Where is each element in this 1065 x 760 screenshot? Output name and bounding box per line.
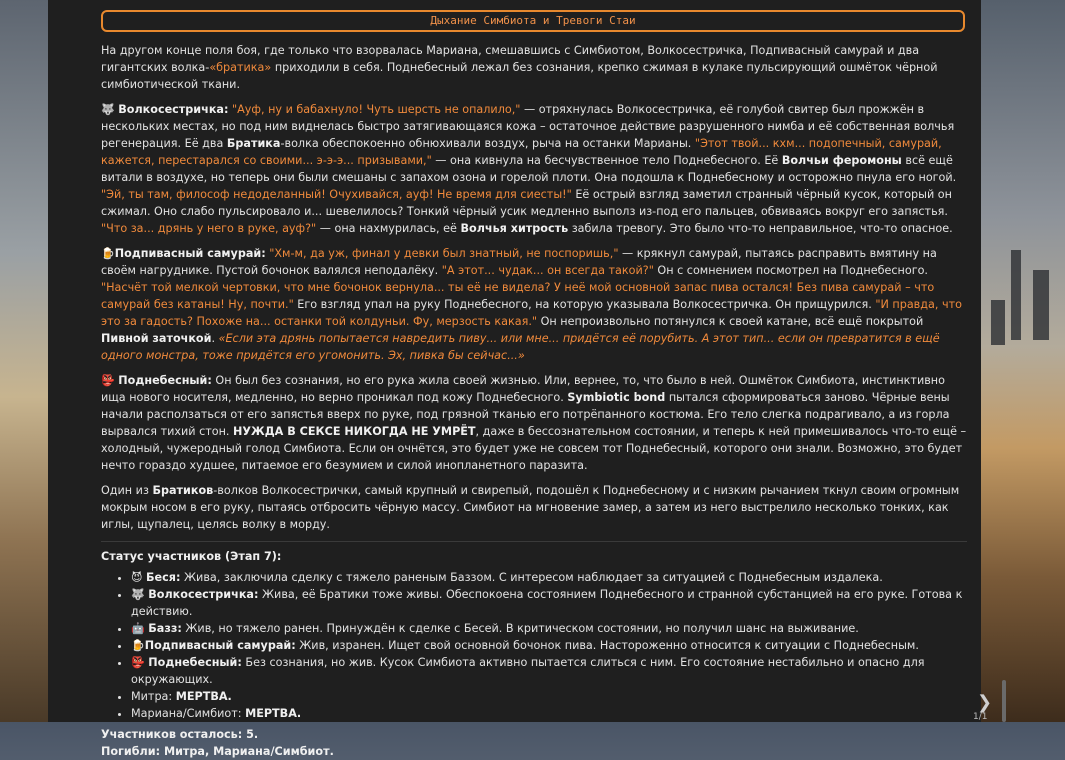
brother-paragraph: Один из Братиков-волков Волкосестрички, самый крупный и свирепый, подошёл к Поднебесному и с низким рычанием ткнул своим огромным мокрым носом в его руку, пытаясь отбросить чёрную массу. Симбиот на мгновение замер, а затем из него выстрелило несколько тонких, как иглы, щупалец, целясь волку в морду. (101, 484, 960, 531)
list-item: • 🐺 Волкосестричка: Жива, её Братики тоже живы. Обеспокоена состоянием Поднебесного и странной субстанцией на его руке. Готова к действию. (131, 586, 967, 620)
wolf-paragraph: 🐺 Волкосестричка: "Ауф, ну и бабахнуло! Чуть шерсть не опалило," — отряхнулась Волкосестричка, её голубой свитер был прожжён в нескольких местах, но под ним виднелась быстро затягивающаяся кожа – остаточное действие разрушенного нимба и её собственная волчья регенерация. Её два Братика-волка обеспокоенно обнюхивали воздух, рыча на останки Марианы. "Этот твой... кхм... подопечный, самурай, кажется, перестарался со своими... э-э-э... призывами," — она кивнула на бесчувственное тело Поднебесного. Её Волчьи феромоны всё ещё витали в воздухе, но теперь они были смешаны с запахом озона и горелой плоти. Она подошла к Поднебесному и осторожно пнула его ногой. "Эй, ты там, философ недоделанный! Очухивайся, ауф! Не время для сиесты!" Её острый взгляд заметил странный чёрный кусок, который он сжимал. Оно слабо пульсировало и... шевелилось? Тонкий чёрный усик медленно выполз из-под его пальцев, обвиваясь вокруг его запястья. "Что за... дрянь у него в руке, ауф?" — она нахмурилась, её Волчья хитрость забила тревогу. Это было что-то неправильное, что-то опасное. (101, 103, 957, 235)
intro-paragraph: На другом конце поля боя, где только что взорвалась Мариана, смешавшись с Симбиотом, Волкосестричка, Подпивасный самурай и два гигантских волка-«братика» приходили в себя. Поднебесный лежал без сознания, крепко сжимая в кулаке пульсирующий ошмёток чёрной симбиотической ткани. (101, 44, 938, 91)
ruin-pillar (1011, 250, 1021, 340)
scrollbar-thumb[interactable] (1002, 680, 1006, 722)
goblin-mask-icon: 👺 (101, 374, 115, 387)
speaker-name: Волкосестричка: (118, 103, 229, 116)
background-left (0, 0, 48, 722)
beer-icon: 🍺 (101, 247, 115, 260)
list-item: • 👺 Поднебесный: Без сознания, но жив. Кусок Симбиота активно пытается слиться с ним. Его состояние нестабильно и опасно для окружающих. (131, 654, 967, 688)
goblin-mask-icon: 👺 (131, 656, 145, 669)
background-right (981, 0, 1065, 722)
dead-list: Погибли: Митра, Мариана/Симбиот. (101, 745, 334, 758)
list-item: • 🍺Подпивасный самурай: Жив, изранен. Ищет свой основной бочонок пива. Настороженно относится к ситуации с Поднебесным. (131, 637, 967, 654)
list-item: • Митра: МЕРТВА. (131, 688, 967, 705)
speaker-name: Поднебесный: (118, 374, 212, 387)
message-title: Дыхание Симбиота и Тревоги Стаи (101, 10, 965, 32)
list-item: • Мариана/Симбиот: МЕРТВА. (131, 705, 967, 722)
message-body (101, 42, 967, 760)
chevron-right-icon[interactable]: ❯ (977, 692, 993, 713)
wolf-icon: 🐺 (131, 588, 145, 601)
ruin-pillar (991, 300, 1005, 345)
remaining-count: Участников осталось: 5. (101, 728, 259, 741)
robot-icon: 🤖 (131, 622, 145, 635)
page-indicator: 1/1 (973, 712, 988, 722)
samurai-paragraph: 🍺Подпивасный самурай: "Хм-м, да уж, финал у девки был знатный, не поспоришь," — крякнул самурай, пытаясь расправить вмятину на своём нагруднике. Пустой бочонок валялся неподалёку. "А этот... чудак... он всегда такой?" Он с сомнением посмотрел на Поднебесного. "Насчёт той мелкой чертовки, что мне бочонок вернула... ты её не видела? У неё мой основной запас пива остался! Без пива самурай – что самурай без катаны! Ну, почти." Его взгляд упал на руку Поднебесного, на которую указывала Волкосестричка. Он прищурился. "И правда, что это за гадость? Похоже на... останки той колдуньи. Фу, мерзость какая." Он непроизвольно потянулся к своей катане, всё ещё покрытой Пивной заточкой. «Если эта дрянь попытается навредить пиву... или мне... придётся её порубить. А этот тип... если он превратится в ещё одного монстра, тоже придётся его угомонить. Эх, пивка бы сейчас...» (101, 247, 962, 362)
status-heading: Статус участников (Этап 7): (101, 550, 282, 563)
status-list (101, 569, 967, 722)
list-item: • 😈 Беся: Жива, заключила сделку с тяжело раненым Баззом. С интересом наблюдает за ситуацией с Поднебесным издалека. (131, 569, 967, 586)
wolf-icon: 🐺 (101, 103, 115, 116)
divider (101, 541, 967, 542)
ruin-pillar (1033, 270, 1049, 340)
sky-paragraph: 👺 Поднебесный: Он был без сознания, но его рука жила своей жизнью. Или, вернее, то, что было в ней. Ошмёток Симбиота, инстинктивно ища нового носителя, медленно, но верно проникал под кожу Поднебесного. Symbiotic bond пытался сформироваться заново. Чёрные вены начали расползаться от его запястья вверх по руке, под грязной тканью его потрёпанного костюма. Его тело слегка подрагивало, а из горла вырвался тихий стон. НУЖДА В СЕКСЕ НИКОГДА НЕ УМРЁТ, даже в бессознательном состоянии, и теперь к ней примешивалось что-то ещё – холодный, чужеродный голод Симбиота. Если он очнётся, это будет уже не совсем тот Поднебесный, которого они знали. Возможно, это будет нечто гораздо худшее, питаемое его безумием и силой инопланетного паразита. (101, 374, 967, 472)
devil-icon: 😈 (131, 571, 143, 584)
beer-icon: 🍺 (131, 639, 145, 652)
speaker-name: Подпивасный самурай: (114, 247, 266, 260)
list-item: • 🤖 Базз: Жив, но тяжело ранен. Принуждён к сделке с Бесей. В критическом состоянии, но получил шанс на выживание. (131, 620, 967, 637)
chat-panel (48, 0, 993, 758)
